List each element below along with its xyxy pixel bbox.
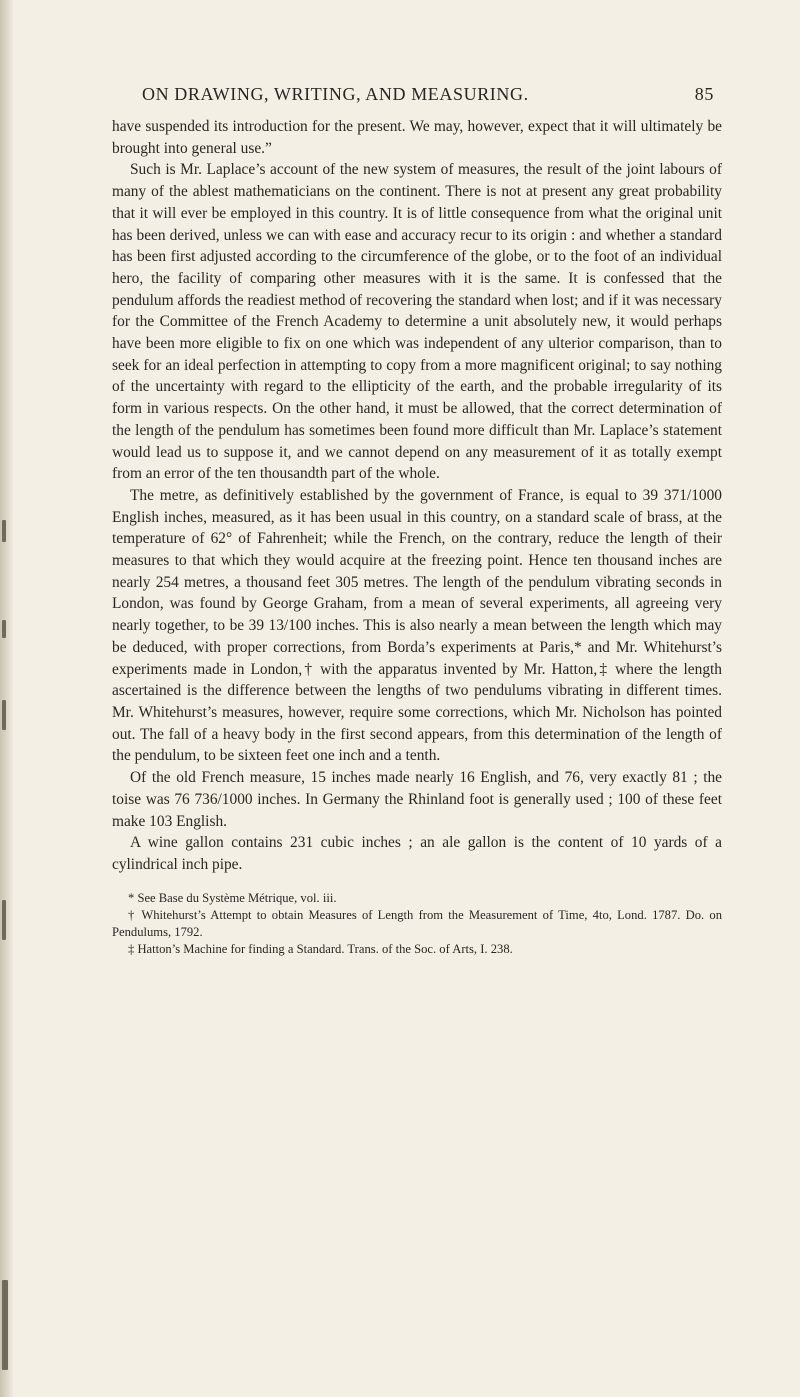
binding-gutter — [0, 0, 14, 1397]
binding-mark — [2, 700, 6, 730]
paragraph: have suspended its introduction for the present. We may, however, expect that it will ultimately be brought into general use.” — [112, 118, 722, 157]
paragraph: The metre, as definitively established by the government of France, is equal to 39 371/1000 English inches, measured, as it has been usual in this country, on a standard scale of brass, at the temperature of 62° of Fahrenheit; while the French, on the contrary, reduce the length of their measures to that which they would acquire at the freezing point. Hence ten thousand inches are nearly 254 metres, a thousand feet 305 metres. The length of the pendulum vibrating seconds in London, was found by George Graham, from a mean of several experiments, all agreeing very nearly together, to be 39 13/100 inches. This is also nearly a mean between the length which may be deduced, with proper corrections, from Borda’s experiments at Paris,* and Mr. Whitehurst’s experiments made in London,† with the apparatus invented by Mr. Hatton,‡ where the length ascertained is the difference between the lengths of two pendulums vibrating in different times. Mr. Whitehurst’s measures, however, require some corrections, which Mr. Nicholson has pointed out. The fall of a heavy body in the first second appears, from this determination of the length of the pendulum, to be sixteen feet one inch and a tenth. — [112, 486, 722, 765]
paragraph: Such is Mr. Laplace’s account of the new system of measures, the result of the joint labours of many of the ablest mathematicians on the continent. There is not at present any great probability that it will ever be employed in this country. It is of little consequence from what the original unit has been derived, unless we can with ease and accuracy recur to its origin : and whether a standard has been first adjusted according to the circumference of the globe, or to the foot of an individual hero, the facility of comparing other measures with it is the same. It is confessed that the pendulum affords the readiest method of recovering the standard when lost; and if it was necessary for the Committee of the French Academy to determine a unit absolutely new, it would perhaps have been more eligible to fix on one which was independent of any ulterior comparison, than to seek for an ideal perfection in attempting to copy from a more magnificent original; to say nothing of the uncertainty with regard to the ellipticity of the earth, and the probable irregularity of its form in various respects. On the other hand, it must be allowed, that the correct determination of the length of the pendulum has sometimes been found more difficult than Mr. Laplace’s statement would lead us to suppose it, and we cannot depend on any measurement of it as totally exempt from an error of the ten thousandth part of the whole. — [112, 161, 722, 483]
binding-mark — [2, 620, 6, 638]
footnotes — [112, 890, 722, 958]
paragraph: Of the old French measure, 15 inches made nearly 16 English, and 76, very exactly 81 ; the toise was 76 736/1000 inches. In Germany the Rhinland foot is generally used ; 100 of these feet make 103 English. — [112, 769, 722, 830]
binding-mark — [2, 520, 6, 542]
book-page — [112, 0, 722, 958]
paragraph: A wine gallon contains 231 cubic inches ; an ale gallon is the content of 10 yards of a cylindrical inch pipe. — [112, 834, 722, 873]
footnote: † Whitehurst’s Attempt to obtain Measures of Length from the Measurement of Time, 4to, Lond. 1787. Do. on Pendulums, 1792. — [112, 907, 722, 939]
body-text — [112, 116, 722, 876]
binding-mark — [2, 900, 6, 940]
running-head — [112, 84, 722, 114]
footnote: ‡ Hatton’s Machine for finding a Standard. Trans. of the Soc. of Arts, I. 238. — [128, 941, 513, 956]
page-number: 85 — [694, 84, 714, 104]
footnote: * See Base du Système Métrique, vol. iii. — [128, 890, 337, 905]
binding-mark — [2, 1280, 8, 1370]
running-title: ON DRAWING, WRITING, AND MEASURING. — [142, 84, 529, 104]
